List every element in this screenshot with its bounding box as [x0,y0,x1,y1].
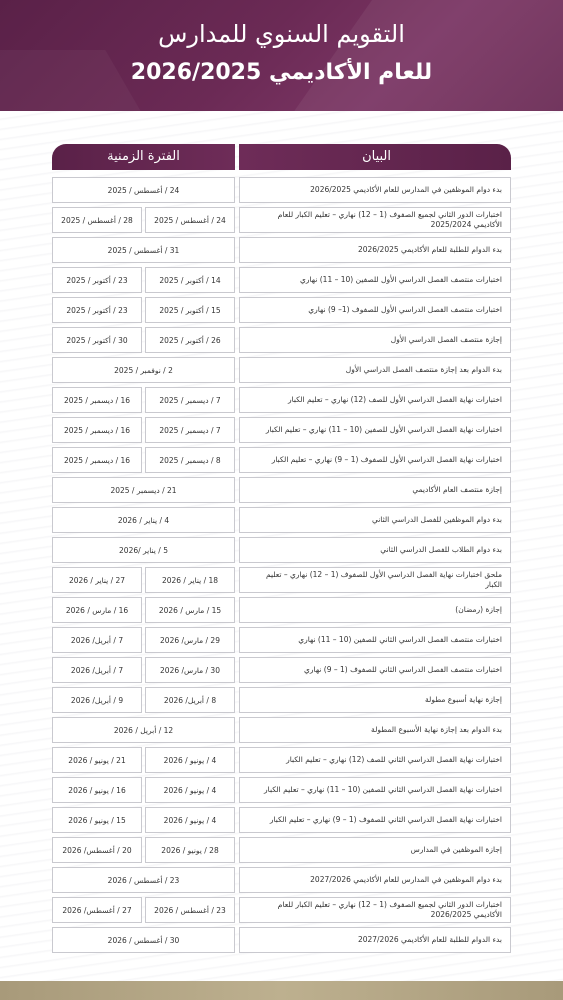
row-statement: بدء دوام الطلاب للفصل الدراسي الثاني [239,537,511,563]
row-period-from: 30 / مارس/ 2026 [145,657,235,683]
row-period-to: 9 / أبريل/ 2026 [52,687,142,713]
column-header-period: الفترة الزمنية [52,144,235,170]
row-period-to: 16 / ديسمبر / 2025 [52,447,142,473]
row-statement: بدء دوام الموظفين في المدارس للعام الأكاديمي 2027/2026 [239,867,511,893]
row-period-from: 26 / أكتوبر / 2025 [145,327,235,353]
row-statement: اختبارات منتصف الفصل الدراسي الثاني للصفوف (1 – 9) نهاري [239,657,511,683]
row-period-to: 7 / أبريل/ 2026 [52,627,142,653]
footer-band [0,981,563,1000]
row-period-from: 18 / يناير / 2026 [145,567,235,593]
row-statement: إجازة نهاية أسبوع مطولة [239,687,511,713]
row-period: 2 / نوفمبر / 2025 [52,357,235,383]
row-period-to: 30 / أكتوبر / 2025 [52,327,142,353]
row-period-to: 16 / يونيو / 2026 [52,777,142,803]
row-period-from: 8 / أبريل/ 2026 [145,687,235,713]
row-period-to: 7 / أبريل/ 2026 [52,657,142,683]
row-statement: اختبارات نهاية الفصل الدراسي الثاني للصفوف (1 – 9) نهاري – تعليم الكبار [239,807,511,833]
row-statement: اختبارات منتصف الفصل الدراسي الثاني للصفين (10 – 11) نهاري [239,627,511,653]
row-period: 23 / أغسطس / 2026 [52,867,235,893]
row-period: 21 / ديسمبر / 2025 [52,477,235,503]
row-statement: اختبارات نهاية الفصل الدراسي الأول للصفين (10 – 11) نهاري – تعليم الكبار [239,417,511,443]
row-period: 4 / يناير / 2026 [52,507,235,533]
row-period-from: 28 / يونيو / 2026 [145,837,235,863]
row-period-from: 15 / أكتوبر / 2025 [145,297,235,323]
page-title-line2: للعام الأكاديمي 2026/2025 [130,60,433,85]
row-period-from: 4 / يونيو / 2026 [145,807,235,833]
row-statement: اختبارات منتصف الفصل الدراسي الأول للصفين (10 – 11) نهاري [239,267,511,293]
row-statement: اختبارات منتصف الفصل الدراسي الأول للصفوف (1– 9) نهاري [239,297,511,323]
row-statement: إجازة الموظفين في المدارس [239,837,511,863]
row-period-from: 4 / يونيو / 2026 [145,777,235,803]
row-period-to: 27 / أغسطس/ 2026 [52,897,142,923]
row-statement: بدء دوام الموظفين للفصل الدراسي الثاني [239,507,511,533]
row-statement: إجازة منتصف العام الأكاديمي [239,477,511,503]
row-statement: ملحق اختبارات نهاية الفصل الدراسي الأول للصفوف (1 – 12) نهاري – تعليم الكبار [239,567,511,593]
row-period: 12 / أبريل / 2026 [52,717,235,743]
page-title-line1: التقويم السنوي للمدارس [158,20,405,48]
row-period-from: 7 / ديسمبر / 2025 [145,387,235,413]
column-header-statement: البيان [239,144,511,170]
row-statement: بدء الدوام للطلبة للعام الأكاديمي 2026/2025 [239,237,511,263]
row-statement: اختبارات نهاية الفصل الدراسي الأول للصف (12) نهاري – تعليم الكبار [239,387,511,413]
row-period-to: 21 / يونيو / 2026 [52,747,142,773]
row-statement: بدء دوام الموظفين في المدارس للعام الأكاديمي 2026/2025 [239,177,511,203]
row-period-to: 16 / ديسمبر / 2025 [52,417,142,443]
row-statement: بدء الدوام بعد إجازة منتصف الفصل الدراسي الأول [239,357,511,383]
row-period-to: 23 / أكتوبر / 2025 [52,297,142,323]
row-period: 31 / أغسطس / 2025 [52,237,235,263]
row-statement: بدء الدوام للطلبة للعام الأكاديمي 2027/2026 [239,927,511,953]
row-period-from: 23 / أغسطس / 2026 [145,897,235,923]
row-period-from: 7 / ديسمبر / 2025 [145,417,235,443]
row-statement: بدء الدوام بعد إجازة نهاية الأسبوع المطولة [239,717,511,743]
row-period-from: 24 / أغسطس / 2025 [145,207,235,233]
row-period-to: 27 / يناير / 2026 [52,567,142,593]
row-period-to: 23 / أكتوبر / 2025 [52,267,142,293]
row-period: 5 / يناير /2026 [52,537,235,563]
row-period-to: 20 / أغسطس/ 2026 [52,837,142,863]
row-period-from: 4 / يونيو / 2026 [145,747,235,773]
row-period-from: 8 / ديسمبر / 2025 [145,447,235,473]
row-statement: اختبارات الدور الثاني لجميع الصفوف (1 – 12) نهاري – تعليم الكبار للعام الأكاديمي 2025/2024 [239,207,511,233]
row-period-from: 29 / مارس/ 2026 [145,627,235,653]
row-statement: إجازة (رمضان) [239,597,511,623]
row-period-from: 14 / أكتوبر / 2025 [145,267,235,293]
row-statement: اختبارات نهاية الفصل الدراسي الثاني للصف (12) نهاري – تعليم الكبار [239,747,511,773]
row-statement: إجازة منتصف الفصل الدراسي الأول [239,327,511,353]
row-period: 24 / أغسطس / 2025 [52,177,235,203]
row-period-to: 28 / أغسطس / 2025 [52,207,142,233]
row-statement: اختبارات الدور الثاني لجميع الصفوف (1 – 12) نهاري – تعليم الكبار للعام الأكاديمي 2026/2025 [239,897,511,923]
row-statement: اختبارات نهاية الفصل الدراسي الثاني للصفين (10 – 11) نهاري – تعليم الكبار [239,777,511,803]
row-period-from: 15 / مارس / 2026 [145,597,235,623]
row-period-to: 15 / يونيو / 2026 [52,807,142,833]
row-period-to: 16 / ديسمبر / 2025 [52,387,142,413]
row-period: 30 / أغسطس / 2026 [52,927,235,953]
row-period-to: 16 / مارس / 2026 [52,597,142,623]
row-statement: اختبارات نهاية الفصل الدراسي الأول للصفوف (1 – 9) نهاري – تعليم الكبار [239,447,511,473]
